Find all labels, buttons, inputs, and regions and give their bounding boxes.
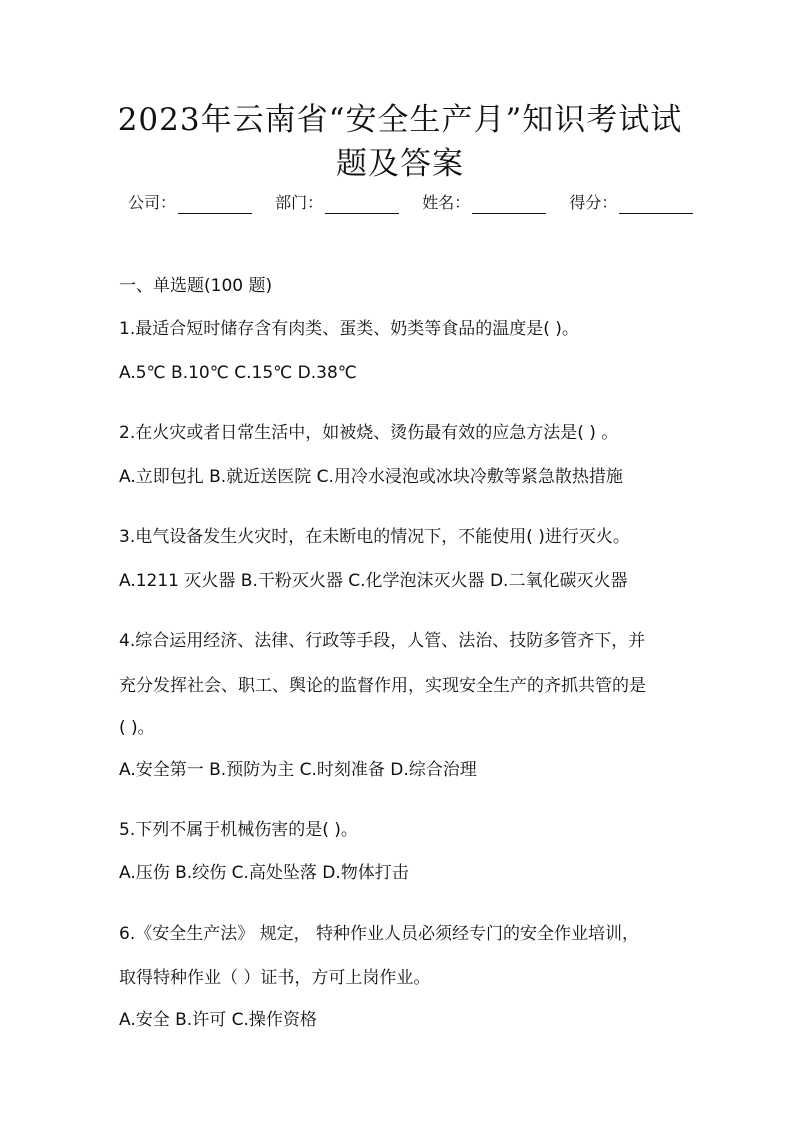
question-4-text-line-1: 4.综合运用经济、法律、行政等手段，人管、法治、技防多管齐下，并 xyxy=(119,631,646,651)
question-6-text-line-2: 取得特种作业（ ）证书，方可上岗作业。 xyxy=(119,968,431,988)
department-blank xyxy=(325,197,399,214)
company-blank xyxy=(178,197,252,214)
document-title-line-1: 2023年云南省“安全生产月”知识考试试 xyxy=(117,102,683,138)
question-3-text: 3.电气设备发生火灾时，在未断电的情况下，不能使用( )进行灭火。 xyxy=(119,527,630,547)
question-6-options: A.安全 B.许可 C.操作资格 xyxy=(119,1010,317,1030)
company-label: 公司： xyxy=(128,193,177,212)
name-label: 姓名： xyxy=(422,193,471,212)
question-4-text-line-2: 充分发挥社会、职工、舆论的监督作用，实现安全生产的齐抓共管的是 xyxy=(119,676,646,696)
score-field xyxy=(569,192,693,214)
question-6-text-line-1: 6.《安全生产法》 规定， 特种作业人员必须经专门的安全作业培训， xyxy=(119,924,640,944)
company-field xyxy=(128,192,252,214)
header-info-row xyxy=(128,192,688,214)
department-field xyxy=(275,192,399,214)
section-heading: 一、单选题(100 题) xyxy=(119,276,273,296)
question-4-options: A.安全第一 B.预防为主 C.时刻准备 D.综合治理 xyxy=(119,760,477,780)
department-label: 部门： xyxy=(275,193,324,212)
score-label: 得分： xyxy=(569,193,618,212)
question-2-text: 2.在火灾或者日常生活中，如被烧、烫伤最有效的应急方法是( ) 。 xyxy=(119,423,619,443)
question-2-options: A.立即包扎 B.就近送医院 C.用冷水浸泡或冰块冷敷等紧急散热措施 xyxy=(119,467,623,487)
question-5-text: 5.下列不属于机械伤害的是( )。 xyxy=(119,820,358,840)
document-title-line-2: 题及答案 xyxy=(336,146,464,182)
name-blank xyxy=(472,197,546,214)
question-3-options: A.1211 灭火器 B.干粉灭火器 C.化学泡沫灭火器 D.二氧化碳灭火器 xyxy=(119,571,628,591)
question-4-text-line-3: ( )。 xyxy=(119,718,155,738)
question-1-options: A.5℃ B.10℃ C.15℃ D.38℃ xyxy=(119,363,357,383)
score-blank xyxy=(619,197,693,214)
question-5-options: A.压伤 B.绞伤 C.高处坠落 D.物体打击 xyxy=(119,863,409,883)
question-1-text: 1.最适合短时储存含有肉类、蛋类、奶类等食品的温度是( )。 xyxy=(119,319,579,339)
name-field xyxy=(422,192,546,214)
